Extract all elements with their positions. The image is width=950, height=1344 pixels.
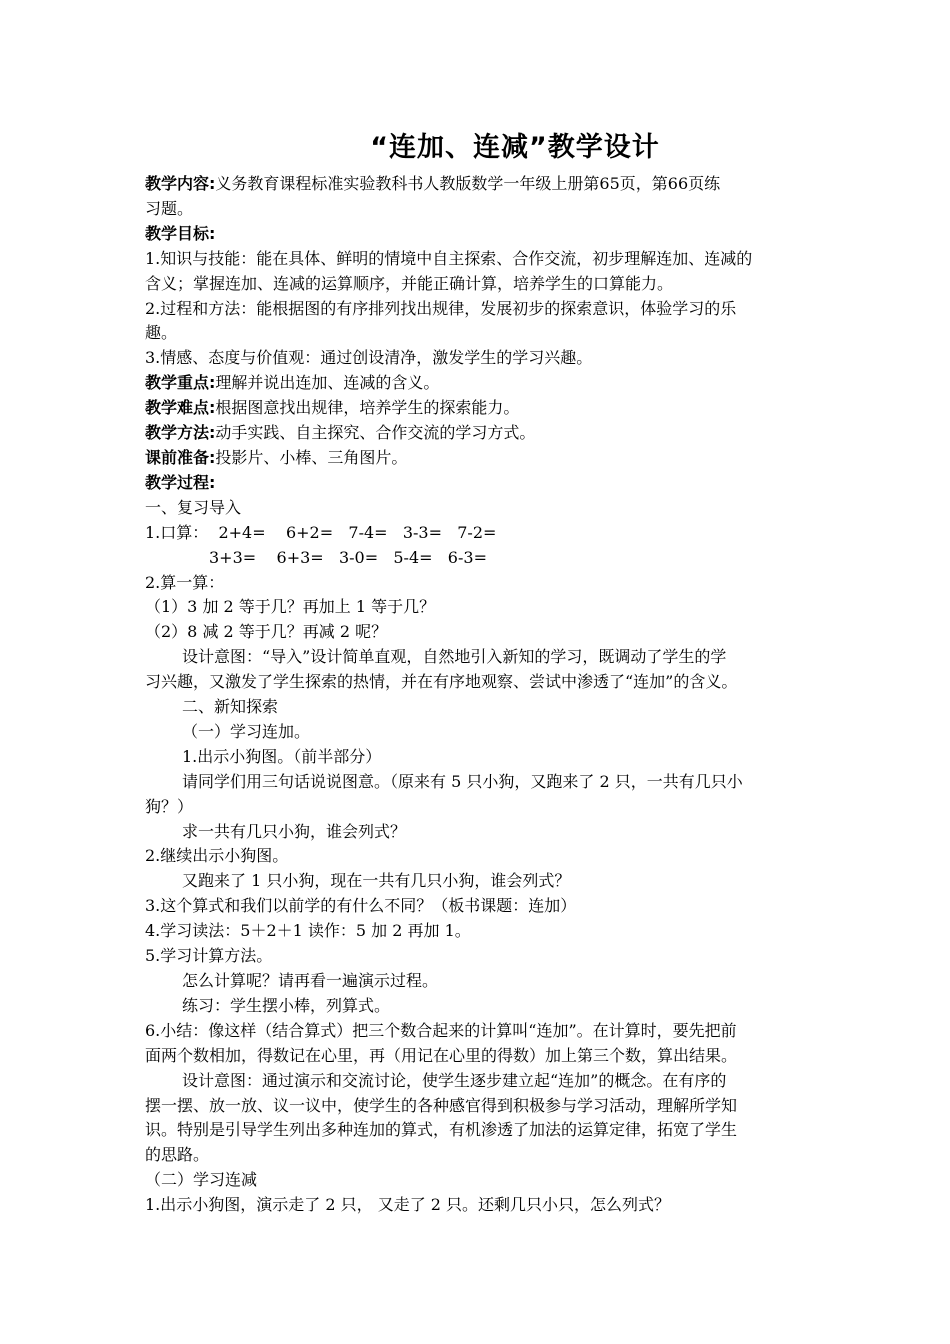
step-5-practice: 练习：学生摆小棒，列算式。	[182, 995, 391, 1015]
calc-question-2: （2）8 减 2 等于几？再减 2 呢？	[145, 622, 388, 642]
key-point-line	[145, 371, 845, 396]
key-point-text: 理解并说出连加、连减的含义。	[215, 373, 440, 393]
step-1-question: 求一共有几只小狗，谁会列式？	[182, 821, 407, 841]
step-4: 4.学习读法：5＋2＋1 读作：5 加 2 再加 1。	[145, 921, 471, 941]
difficulty-line	[145, 396, 845, 421]
goals-label: 教学目标:	[145, 223, 216, 243]
step-5-detail: 怎么计算呢？请再看一遍演示过程。	[182, 971, 439, 990]
preparation-label: 课前准备:	[145, 447, 216, 467]
subsection-addition: （一）学习连加。	[182, 721, 311, 741]
step-2: 2.继续出示小狗图。	[145, 846, 289, 866]
goal-3: 3.情感、态度与价值观：通过创设清净，激发学生的学习兴趣。	[145, 348, 593, 368]
step-1: 1.出示小狗图。（前半部分）	[182, 746, 382, 766]
subsection-subtraction: （二）学习连减	[145, 1170, 258, 1190]
key-point-label: 教学重点:	[145, 373, 216, 393]
section-review: 一、复习导入	[145, 497, 242, 517]
method-text: 动手实践、自主探究、合作交流的学习方式。	[215, 423, 536, 443]
summary-line-2: 面两个数相加，得数记在心里，再（用记在心里的得数）加上第三个数，算出结果。	[145, 1045, 738, 1065]
step-1-detail-line-2: 狗？）	[145, 796, 194, 816]
calc-heading: 2.算一算：	[145, 572, 225, 592]
intent-2-line-4: 的思路。	[145, 1145, 210, 1165]
goal-2-line-2: 趣。	[145, 323, 178, 343]
difficulty-label: 教学难点:	[145, 398, 216, 418]
oral-calc-row-2: 3+3= 6+3= 3-0= 5-4= 6-3=	[209, 547, 487, 567]
content-label: 教学内容:	[145, 174, 216, 193]
step-1-detail-line-1: 请同学们用三句话说说图意。（原来有 5 只小狗，又跑来了 2 只，一共有几只小	[182, 771, 743, 791]
section-new-knowledge: 二、新知探索	[182, 697, 279, 717]
intent-1-line-1: 设计意图：“导入”设计简单直观，自然地引入新知的学习，既调动了学生的学	[182, 647, 727, 667]
content-text: 义务教育课程标准实验教科书人教版数学一年级上册第65页，第66页练	[215, 174, 721, 193]
content-line-2: 习题。	[145, 198, 194, 218]
summary-line-1: 6.小结：像这样（结合算式）把三个数合起来的计算叫“连加”。在计算时，要先把前	[145, 1020, 737, 1040]
preparation-line	[145, 446, 845, 471]
goal-1-line-2: 含义；掌握连加、连减的运算顺序，并能正确计算，培养学生的口算能力。	[145, 273, 674, 293]
calc-question-1: （1）3 加 2 等于几？再加上 1 等于几？	[145, 597, 436, 617]
process-label: 教学过程:	[145, 472, 216, 492]
preparation-text: 投影片、小棒、三角图片。	[215, 447, 408, 467]
goal-2-line-1: 2.过程和方法：能根据图的有序排列找出规律，发展初步的探索意识，体验学习的乐	[145, 298, 737, 318]
intent-2-line-3: 识。特别是引导学生列出多种连加的算式，有机渗透了加法的运算定律，拓宽了学生	[145, 1120, 738, 1140]
subtraction-step-1: 1.出示小狗图，演示走了 2 只， 又走了 2 只。还剩几只小只，怎么列式？	[145, 1195, 671, 1215]
intent-1-line-2: 习兴趣，又激发了学生探索的热情，并在有序地观察、尝试中渗透了“连加”的含义。	[145, 672, 738, 692]
intent-2-line-1: 设计意图：通过演示和交流讨论，使学生逐步建立起“连加”的概念。在有序的	[182, 1070, 727, 1090]
step-2-detail: 又跑来了 1 只小狗，现在一共有几只小狗，谁会列式？	[182, 871, 571, 891]
step-3: 3.这个算式和我们以前学的有什么不同？（板书课题：连加）	[145, 896, 577, 916]
oral-calc-row-1: 1.口算： 2+4= 6+2= 7-4= 3-3= 7-2=	[145, 522, 497, 542]
document-title: “连加、连减”教学设计	[370, 132, 660, 163]
goal-1-line-1: 1.知识与技能：能在具体、鲜明的情境中自主探索、合作交流，初步理解连加、连减的	[145, 248, 753, 268]
content-line	[145, 172, 845, 197]
difficulty-text: 根据图意找出规律，培养学生的探索能力。	[215, 398, 520, 418]
document-page	[145, 128, 845, 1218]
method-line	[145, 421, 845, 446]
intent-2-line-2: 摆一摆、放一放、议一议中，使学生的各种感官得到积极参与学习活动，理解所学知	[145, 1095, 738, 1115]
method-label: 教学方法:	[145, 423, 216, 443]
step-5: 5.学习计算方法。	[145, 946, 273, 966]
